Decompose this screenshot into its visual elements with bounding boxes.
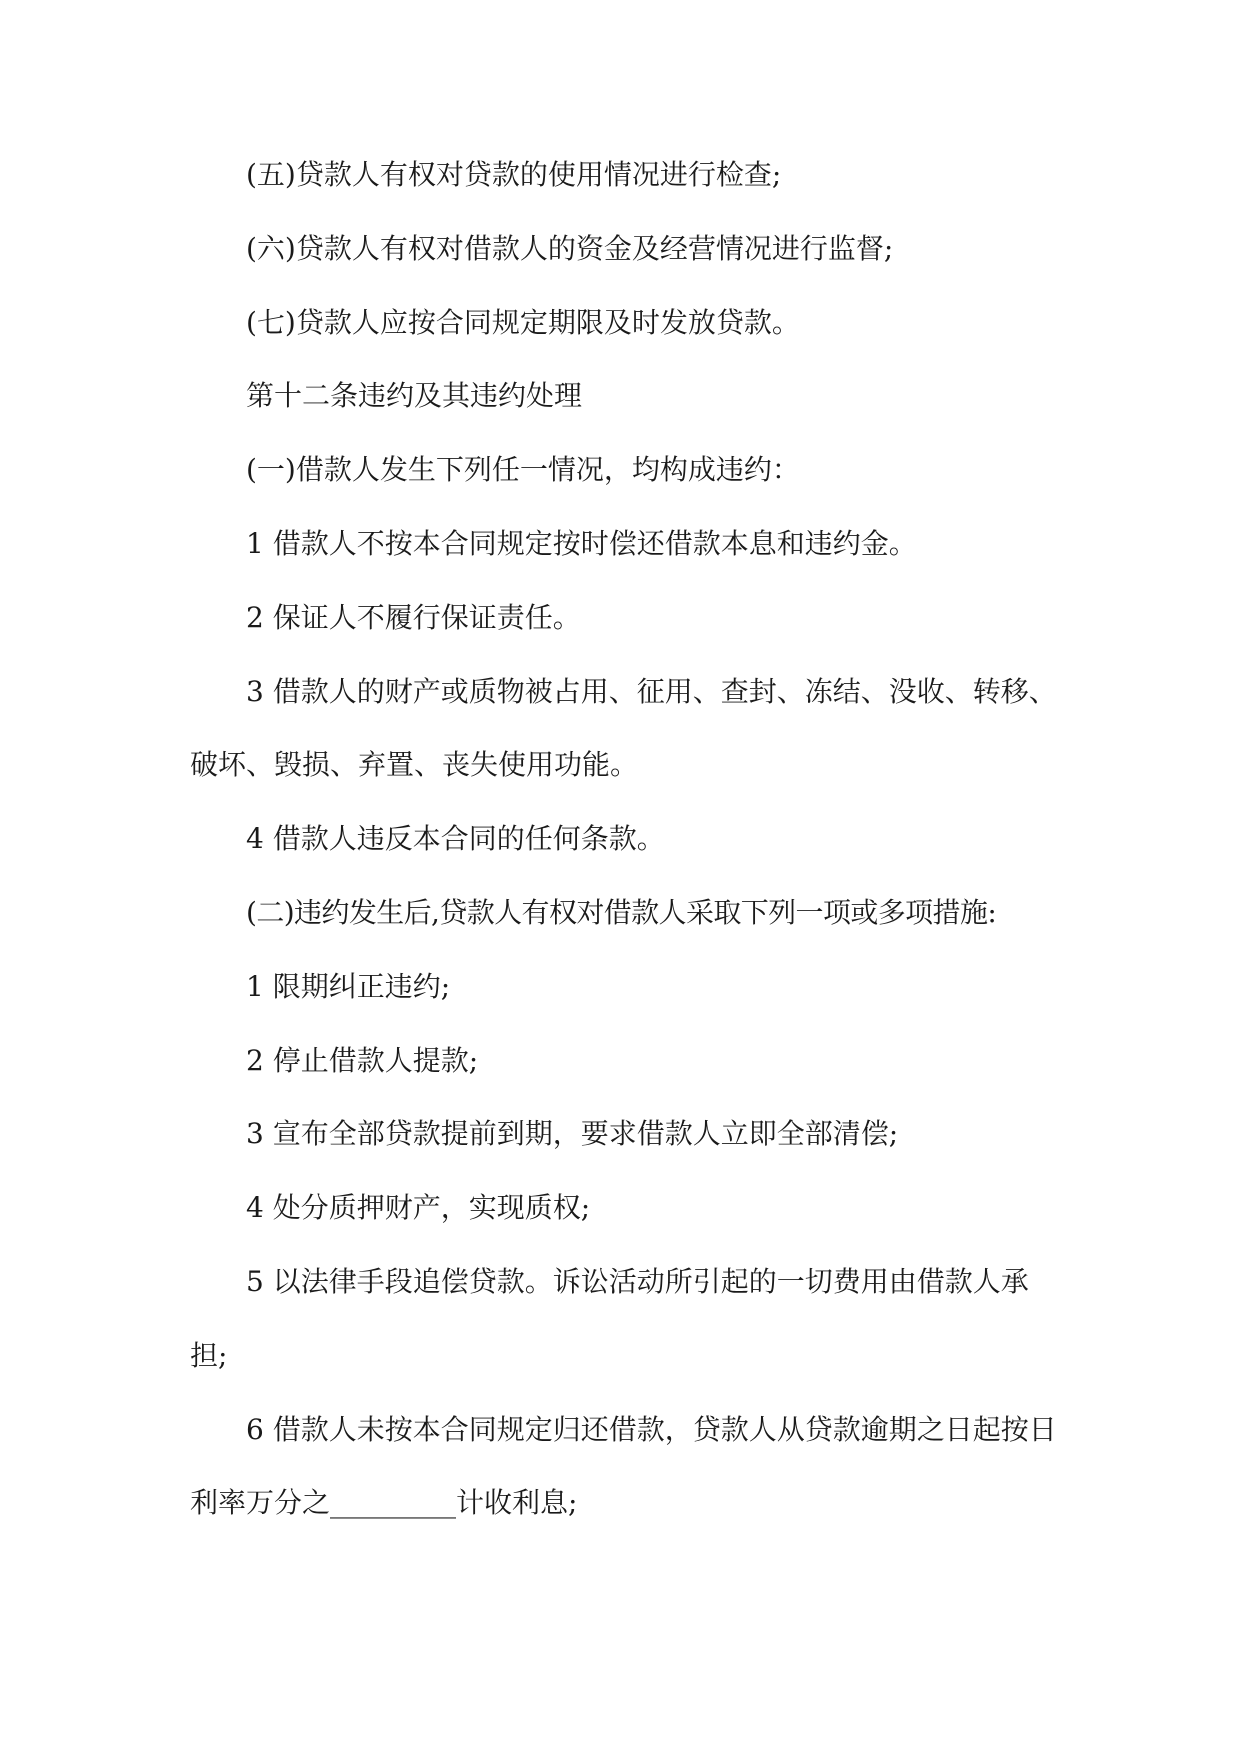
paragraph-remedies: (二)违约发生后,贷款人有权对借款人采取下列一项或多项措施:: [246, 895, 997, 929]
list-item-default-3: 3 借款人的财产或质物被占用、征用、查封、冻结、没收、转移、破坏、毁损、弃置、丧失使用功能。: [190, 674, 1057, 782]
list-item-default-4: 4 借款人违反本合同的任何条款。: [246, 822, 665, 856]
paragraph-default-conditions: (一)借款人发生下列任一情况，均构成违约：: [246, 453, 800, 487]
list-item-remedy-2: 2 停止借款人提款;: [246, 1043, 479, 1077]
list-item-default-2: 2 保证人不履行保证责任。: [246, 600, 581, 634]
list-item-remedy-6: 6 借款人未按本合同规定归还借款，贷款人从贷款逾期之日起按日利率万分之_________计收利息;: [190, 1412, 1057, 1520]
document-body: [190, 138, 1060, 1540]
list-item-remedy-1: 1 限期纠正违约;: [246, 969, 451, 1003]
list-item-remedy-4: 4 处分质押财产，实现质权;: [246, 1191, 591, 1225]
article-12-heading: 第十二条违约及其违约处理: [246, 379, 583, 413]
list-item-default-1: 1 借款人不按本合同规定按时偿还借款本息和违约金。: [246, 526, 917, 560]
paragraph-lender-supervise: (六)贷款人有权对借款人的资金及经营情况进行监督;: [246, 231, 894, 265]
list-item-remedy-5: 5 以法律手段追偿贷款。诉讼活动所引起的一切费用由借款人承担;: [190, 1264, 1029, 1372]
paragraph-lender-disburse: (七)贷款人应按合同规定期限及时发放贷款。: [246, 305, 800, 339]
list-item-remedy-3: 3 宣布全部贷款提前到期，要求借款人立即全部清偿;: [246, 1117, 899, 1151]
paragraph-lender-inspect: (五)贷款人有权对贷款的使用情况进行检查;: [246, 158, 782, 191]
